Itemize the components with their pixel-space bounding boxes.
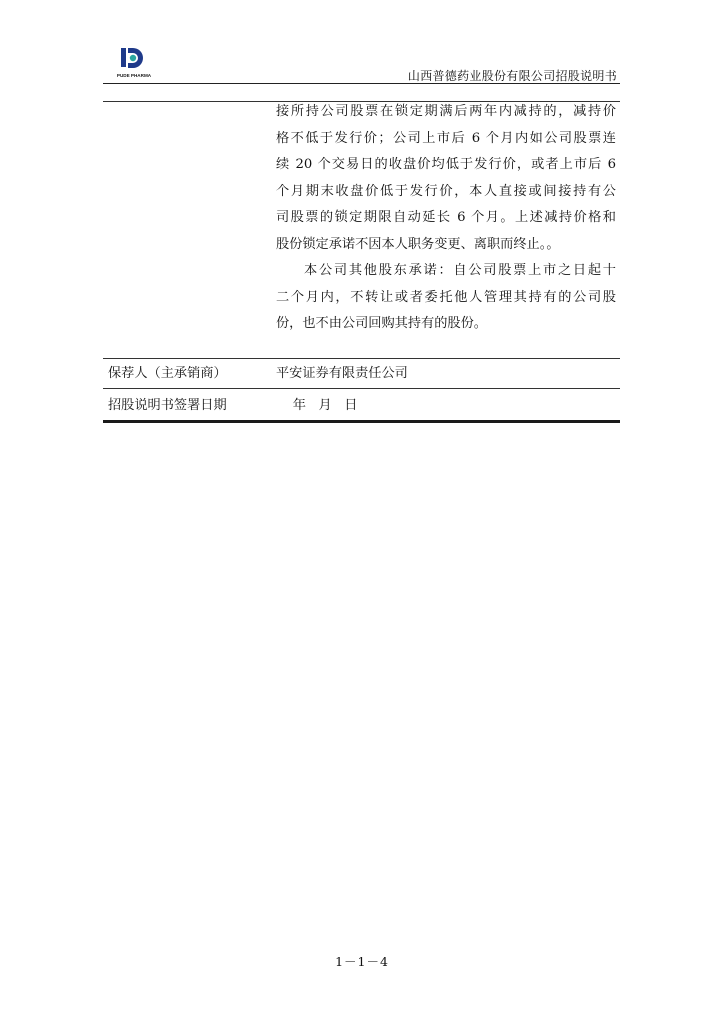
sponsor-label: 保荐人（主承销商）	[108, 366, 227, 381]
header-divider	[103, 83, 620, 84]
page-header	[103, 46, 620, 84]
commitment-text	[276, 99, 616, 338]
logo-text: PUDE PHARMA	[116, 73, 152, 78]
document-title: 山西普德药业股份有限公司招股说明书	[407, 69, 617, 83]
text-line: 股份锁定承诺不因本人职务变更、离职而终止。。	[276, 236, 560, 252]
sponsor-value: 平安证券有限责任公司	[276, 366, 408, 381]
text-line: 二个月内，不转让或者委托他人管理其持有的公司股	[276, 289, 616, 305]
signing-date-value: 年 月 日	[276, 398, 358, 413]
table-bottom-rule	[103, 420, 620, 423]
text-line: 份，也不由公司回购其持有的股份。	[276, 316, 487, 331]
signing-date-label: 招股说明书签署日期	[108, 398, 227, 413]
page-number: 1－1－4	[335, 954, 389, 969]
company-logo	[112, 46, 156, 80]
table-row-divider	[103, 388, 620, 389]
text-line: 个月期末收盘价低于发行价，本人直接或间接持有公	[276, 183, 616, 199]
table-row-divider	[103, 358, 620, 359]
text-line: 司股票的锁定期限自动延长 6 个月。上述减持价格和	[276, 210, 616, 225]
text-line: 格不低于发行价；公司上市后 6 个月内如公司股票连	[276, 130, 616, 146]
text-line: 续 20 个交易日的收盘价均低于发行价，或者上市后 6	[276, 157, 616, 172]
text-line: 接所持公司股票在锁定期满后两年内减持的，减持价	[276, 104, 616, 119]
text-line: 本公司其他股东承诺：自公司股票上市之日起十	[304, 263, 616, 278]
